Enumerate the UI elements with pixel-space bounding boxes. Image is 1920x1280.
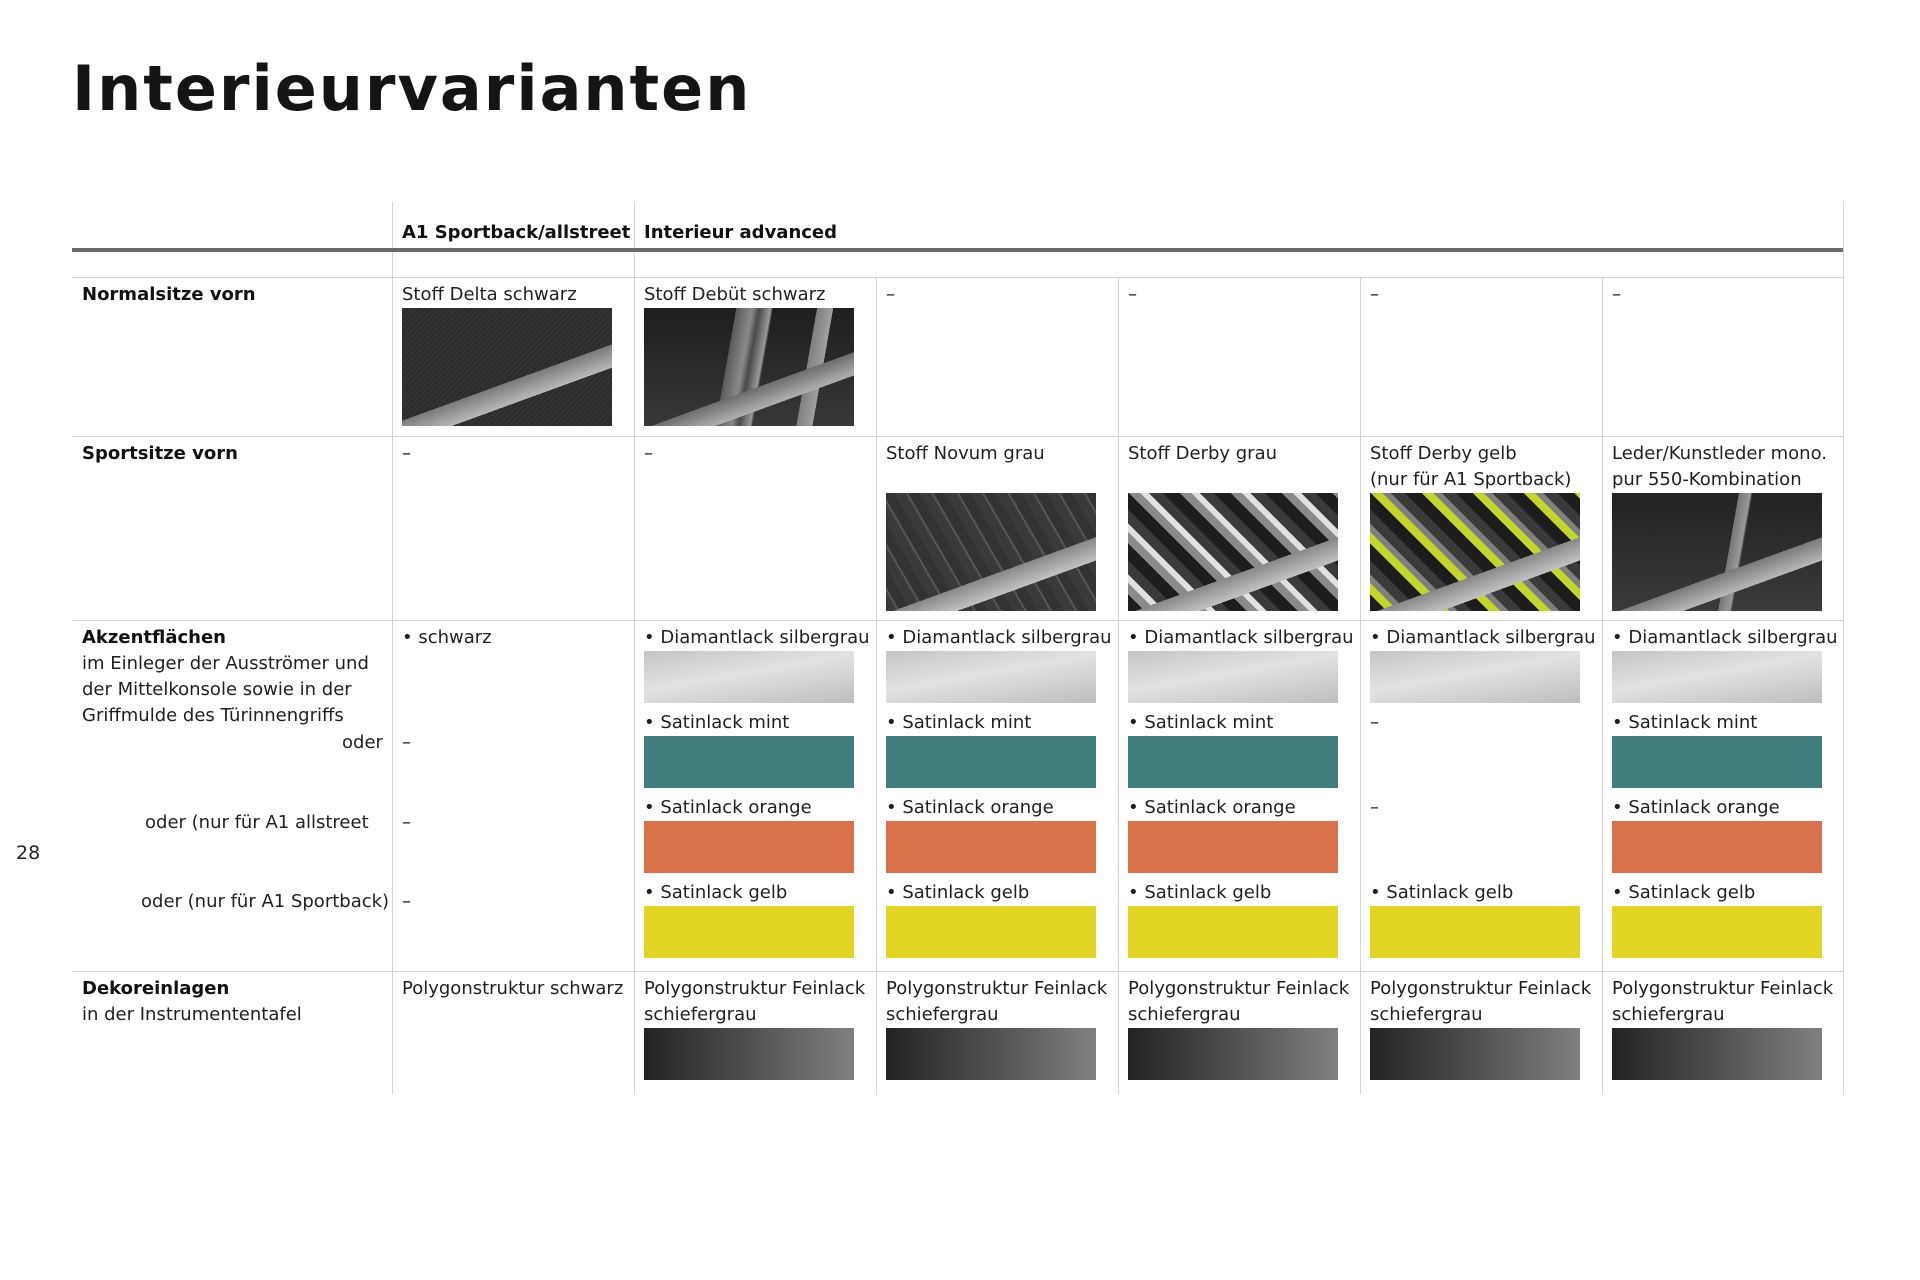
row-desc: Griffmulde des Türinnengriffs <box>82 705 344 726</box>
cell-dash: – <box>1612 284 1621 305</box>
cell-text: • Satinlack mint <box>886 712 1032 733</box>
cell-dash: – <box>1370 797 1379 818</box>
swatch-silbergrau <box>1612 651 1822 703</box>
cell-text: • Satinlack orange <box>886 797 1054 818</box>
swatch-orange <box>886 821 1096 873</box>
swatch-gelb <box>886 906 1096 958</box>
cell-text: • Diamantlack silbergrau <box>886 627 1112 648</box>
cell-text: Polygonstruktur Feinlack <box>886 978 1108 999</box>
column-divider <box>392 202 393 1094</box>
cell-text: schiefergrau <box>1612 1004 1725 1025</box>
row-desc-oder-sportback: oder (nur für A1 Sportback) <box>141 891 390 912</box>
cell-text: Polygonstruktur Feinlack <box>1128 978 1350 999</box>
cell-dash: – <box>402 812 411 833</box>
cell-text: • Satinlack orange <box>1612 797 1780 818</box>
cell-text: • Diamantlack silbergrau <box>1370 627 1596 648</box>
swatch-silbergrau <box>1128 651 1338 703</box>
header-col-sportback: A1 Sportback/allstreet <box>402 222 631 243</box>
swatch-polygonstruktur <box>644 1028 854 1080</box>
cell-dash: – <box>402 732 411 753</box>
row-label-dekor: Dekoreinlagen <box>82 978 230 999</box>
swatch-orange <box>1612 821 1822 873</box>
cell-text: • Satinlack gelb <box>1370 882 1514 903</box>
swatch-gelb <box>1612 906 1822 958</box>
cell-text: pur 550-Kombination <box>1612 469 1802 490</box>
cell-text: Stoff Novum grau <box>886 443 1045 464</box>
swatch-gelb <box>1370 906 1580 958</box>
cell-text: • Satinlack mint <box>1612 712 1758 733</box>
cell-text: schiefergrau <box>1370 1004 1483 1025</box>
row-desc: der Mittelkonsole sowie in der <box>82 679 352 700</box>
row-label-normalsitze: Normalsitze vorn <box>82 284 256 305</box>
cell-dash: – <box>1370 284 1379 305</box>
cell-text: • Satinlack orange <box>1128 797 1296 818</box>
cell-text: Stoff Derby grau <box>1128 443 1278 464</box>
cell-text: • Diamantlack silbergrau <box>1612 627 1838 648</box>
swatch-polygonstruktur <box>1370 1028 1580 1080</box>
swatch-mint <box>886 736 1096 788</box>
cell-text: Stoff Debüt schwarz <box>644 284 826 305</box>
cell-text: • Satinlack mint <box>644 712 790 733</box>
row-divider <box>72 620 1843 621</box>
swatch-mint <box>1128 736 1338 788</box>
swatch-mint <box>644 736 854 788</box>
swatch-silbergrau <box>644 651 854 703</box>
swatch-orange <box>644 821 854 873</box>
cell-text: Polygonstruktur Feinlack <box>1370 978 1592 999</box>
swatch-stoff-derby-gelb <box>1370 493 1580 611</box>
cell-text: Stoff Derby gelb <box>1370 443 1517 464</box>
cell-text: Polygonstruktur Feinlack <box>1612 978 1834 999</box>
row-desc: im Einleger der Ausströmer und <box>82 653 369 674</box>
column-divider <box>634 202 635 1094</box>
cell-dash: – <box>1370 712 1379 733</box>
cell-text: • Satinlack mint <box>1128 712 1274 733</box>
column-divider <box>1843 202 1844 1094</box>
cell-text: Stoff Delta schwarz <box>402 284 577 305</box>
row-label-akzent: Akzentflächen <box>82 627 226 648</box>
cell-text: • Diamantlack silbergrau <box>1128 627 1354 648</box>
swatch-polygonstruktur <box>1128 1028 1338 1080</box>
cell-dash: – <box>1128 284 1137 305</box>
swatch-stoff-novum <box>886 493 1096 611</box>
cell-text: • Satinlack orange <box>644 797 812 818</box>
cell-dash: – <box>886 284 895 305</box>
row-divider <box>72 971 1843 972</box>
cell-text: • Satinlack gelb <box>886 882 1030 903</box>
page-title: Interieurvarianten <box>72 52 752 125</box>
cell-dash: – <box>402 891 411 912</box>
swatch-silbergrau <box>1370 651 1580 703</box>
cell-text: • Satinlack gelb <box>644 882 788 903</box>
swatch-stoff-delta <box>402 308 612 426</box>
cell-text: • Satinlack gelb <box>1612 882 1756 903</box>
cell-text: schiefergrau <box>644 1004 757 1025</box>
cell-text: Leder/Kunstleder mono. <box>1612 443 1827 464</box>
cell-dash: – <box>644 443 653 464</box>
swatch-orange <box>1128 821 1338 873</box>
swatch-mint <box>1612 736 1822 788</box>
row-desc: in der Instrumententafel <box>82 1004 302 1025</box>
swatch-polygonstruktur <box>886 1028 1096 1080</box>
cell-text: Polygonstruktur Feinlack <box>644 978 866 999</box>
header-col-advanced: Interieur advanced <box>644 222 838 243</box>
row-divider <box>72 436 1843 437</box>
page-number: 28 <box>16 842 41 864</box>
row-desc-oder: oder <box>342 732 383 753</box>
row-desc-oder-allstreet: oder (nur für A1 allstreet <box>145 812 369 833</box>
swatch-polygonstruktur <box>1612 1028 1822 1080</box>
swatch-stoff-derby-grau <box>1128 493 1338 611</box>
header-rule <box>72 248 1843 252</box>
row-divider <box>72 277 1843 278</box>
cell-text: (nur für A1 Sportback) <box>1370 469 1572 490</box>
cell-text: Polygonstruktur schwarz <box>402 978 624 999</box>
swatch-leder <box>1612 493 1822 611</box>
swatch-stoff-debut <box>644 308 854 426</box>
cell-text: • Satinlack gelb <box>1128 882 1272 903</box>
row-label-sportsitze: Sportsitze vorn <box>82 443 238 464</box>
swatch-gelb <box>644 906 854 958</box>
cell-text: • Diamantlack silbergrau <box>644 627 870 648</box>
swatch-gelb <box>1128 906 1338 958</box>
cell-text: schiefergrau <box>886 1004 999 1025</box>
cell-text: schiefergrau <box>1128 1004 1241 1025</box>
cell-text: • schwarz <box>402 627 492 648</box>
swatch-silbergrau <box>886 651 1096 703</box>
cell-dash: – <box>402 443 411 464</box>
